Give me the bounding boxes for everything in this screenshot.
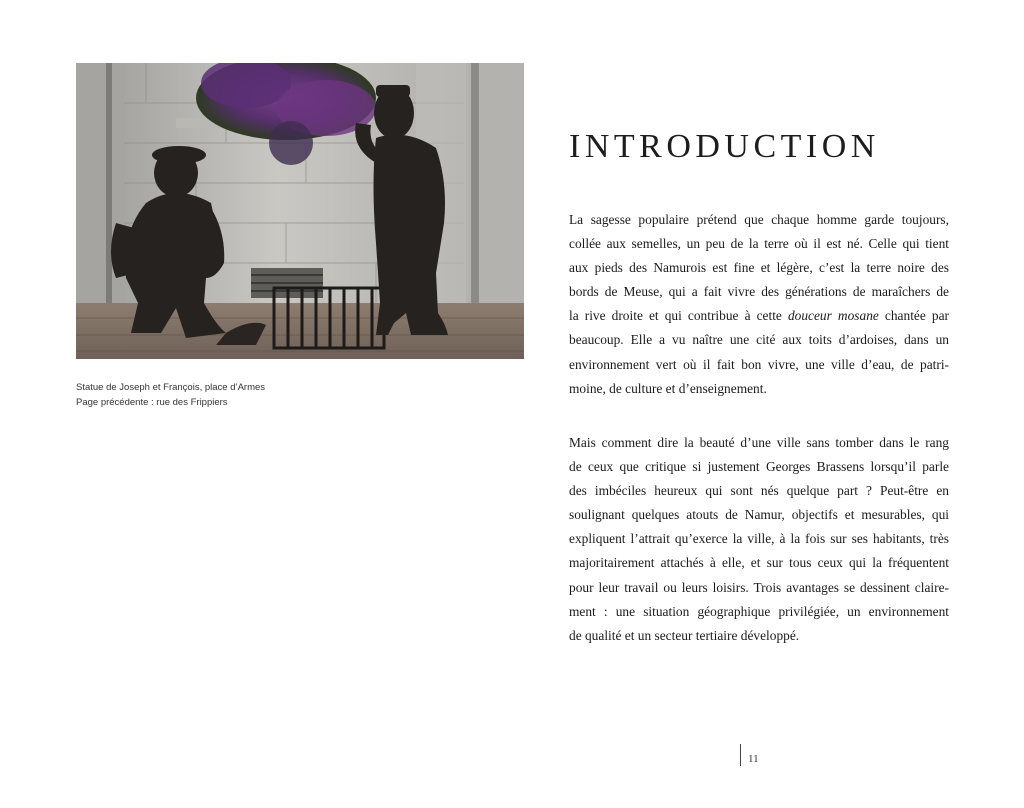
italic-phrase: douceur mosane: [787, 308, 879, 324]
line-text: la rive droite et qui contribue à cette: [569, 308, 788, 324]
statue-photo: [76, 63, 524, 359]
photo-caption: [76, 380, 376, 410]
paragraph-1-line: beaucoup. Elle a vu naître une cité aux toits d’ardoises, dans un: [569, 332, 949, 348]
paragraph-1-line: moine, de culture et d’enseignement.: [569, 380, 767, 396]
paragraph-2-line: des imbéciles heureux qui sont nés quelque part ? Peut-être en: [569, 483, 949, 499]
paragraph-2-line: pour leur travail ou leurs loisirs. Trois avantages se dessinent claire-: [569, 579, 949, 595]
caption-line-2: Page précédente : rue des Frippiers: [76, 397, 228, 408]
line-text: chantée par: [878, 308, 949, 324]
paragraph-2-line: Mais comment dire la beauté d’une ville sans tomber dans le rang: [569, 435, 949, 450]
caption-line-1: Statue de Joseph et François, place d’Armes: [76, 382, 266, 393]
statue-illustration: [76, 63, 524, 359]
page-number: 11: [748, 753, 759, 765]
paragraph-2: [569, 431, 949, 648]
paragraph-1-line: collée aux semelles, un peu de la terre où il est né. Celle qui tient: [569, 236, 949, 252]
paragraph-1-line: environnement vert où il fait bon vivre, une ville d’eau, de patri-: [569, 356, 949, 372]
paragraph-1-line-with-italic: [569, 304, 949, 328]
paragraph-1: [569, 208, 949, 401]
page-number-rule: [740, 744, 741, 766]
paragraph-2-line: soulignant quelques atouts de Namur, objectifs et mesurables, qui: [569, 507, 949, 523]
paragraph-1-line: La sagesse populaire prétend que chaque homme garde toujours,: [569, 212, 949, 227]
paragraph-1-line: bords de Meuse, qui a fait vivre des générations de maraîchers de: [569, 284, 949, 300]
paragraph-2-line: majoritairement attachés à elle, et sur tous ceux qui la fréquentent: [569, 555, 949, 571]
paragraph-1-line: aux pieds des Namurois est fine et légère, c’est la terre noire des: [569, 260, 949, 276]
paragraph-2-line: ment : une situation géographique privilégiée, un environnement: [569, 603, 949, 619]
paragraph-2-line: expliquent l’attrait qu’exerce la ville, à la fois sur ses habitants, très: [569, 531, 949, 547]
paragraph-2-line: de ceux que critique si justement Georges Brassens lorsqu’il parle: [569, 459, 949, 475]
page-title: INTRODUCTION: [569, 128, 880, 165]
paragraph-2-line: de qualité et un secteur tertiaire développé.: [569, 627, 800, 643]
